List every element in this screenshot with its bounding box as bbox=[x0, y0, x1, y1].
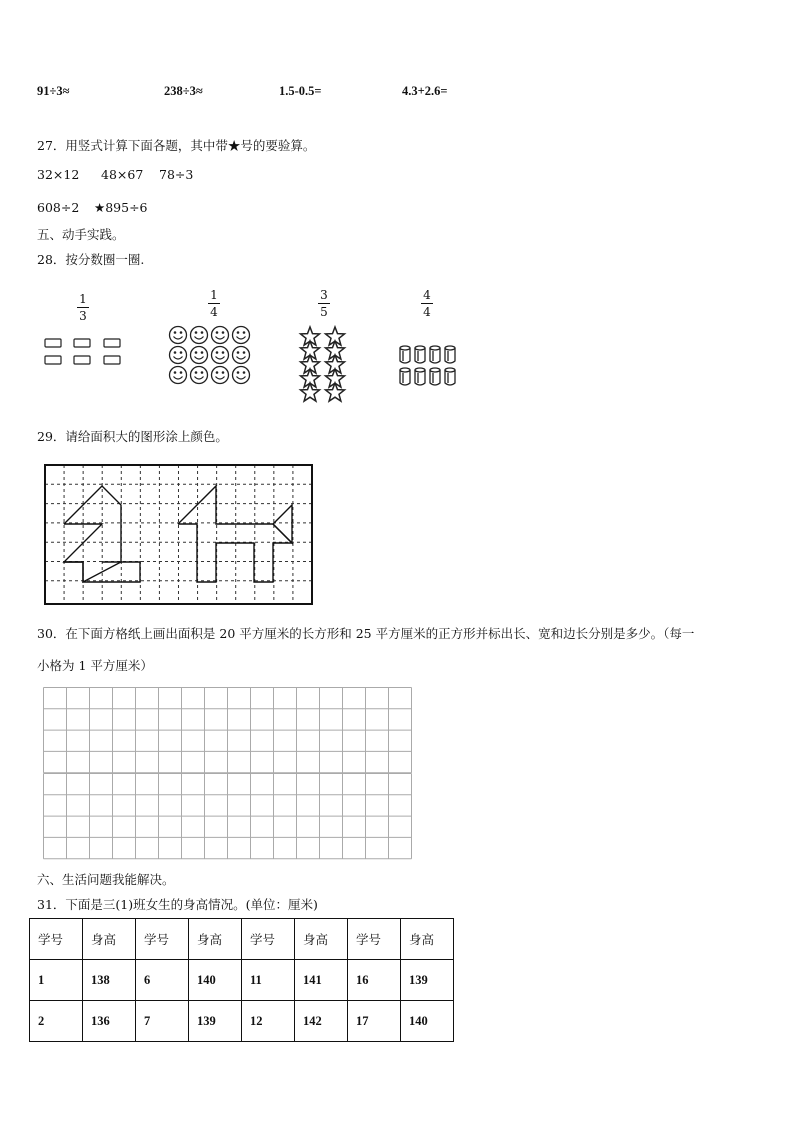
table-cell: 11 bbox=[242, 960, 295, 1001]
cylinder-icon bbox=[415, 346, 425, 363]
smiley-icon bbox=[233, 327, 250, 344]
table-cell: 139 bbox=[189, 1001, 242, 1042]
cylinder-icon bbox=[415, 368, 425, 385]
smiley-icon bbox=[233, 367, 250, 384]
q29-title: 29．请给面积大的图形涂上颜色。 bbox=[37, 429, 228, 444]
smiley-icon bbox=[212, 347, 229, 364]
smiley-icon bbox=[191, 347, 208, 364]
rectangle-icon bbox=[104, 356, 120, 364]
rectangle-icon bbox=[74, 356, 90, 364]
star-icon bbox=[326, 383, 345, 401]
fraction-1-3: 1 3 bbox=[73, 292, 93, 323]
table-cell: 138 bbox=[83, 960, 136, 1001]
table-cell: 141 bbox=[295, 960, 348, 1001]
header-cell: 学号 bbox=[348, 919, 401, 960]
table-row bbox=[30, 960, 454, 1001]
cylinder-icon bbox=[445, 346, 455, 363]
fraction-3-5: 3 5 bbox=[314, 288, 334, 319]
q27-expr-2: 48×67 bbox=[101, 167, 144, 182]
q27-expr-4: 608÷2 bbox=[37, 200, 80, 215]
header-cell: 学号 bbox=[30, 919, 83, 960]
smiley-icon bbox=[170, 327, 187, 344]
header-cell: 身高 bbox=[401, 919, 454, 960]
estimate-4: 4.3+2.6= bbox=[402, 84, 448, 98]
q27-title: 27．用竖式计算下面各题，其中带★号的要验算。 bbox=[37, 138, 316, 153]
rectangle-icon bbox=[45, 339, 61, 347]
header-cell: 身高 bbox=[189, 919, 242, 960]
table-cell: 6 bbox=[136, 960, 189, 1001]
q31-title: 31．下面是三(1)班女生的身高情况。(单位：厘米) bbox=[37, 897, 318, 912]
table-cell: 7 bbox=[136, 1001, 189, 1042]
q27-expr-1: 32×12 bbox=[37, 167, 80, 182]
table-cell: 16 bbox=[348, 960, 401, 1001]
rectangle-group bbox=[44, 338, 124, 368]
section-6-heading: 六、生活问题我能解决。 bbox=[37, 872, 175, 887]
table-cell: 17 bbox=[348, 1001, 401, 1042]
cylinder-group bbox=[397, 343, 461, 391]
star-group bbox=[297, 327, 351, 402]
smiley-icon bbox=[212, 327, 229, 344]
cylinder-icon bbox=[445, 368, 455, 385]
table-cell: 12 bbox=[242, 1001, 295, 1042]
smiley-icon bbox=[170, 367, 187, 384]
estimate-3: 1.5-0.5= bbox=[279, 84, 322, 98]
q27-expr-3: 78÷3 bbox=[159, 167, 194, 182]
q30-title-line-2: 小格为 1 平方厘米） bbox=[37, 658, 153, 673]
estimate-2: 238÷3≈ bbox=[164, 84, 203, 98]
fraction-4-4: 4 4 bbox=[417, 288, 437, 319]
smiley-icon bbox=[233, 347, 250, 364]
table-cell: 136 bbox=[83, 1001, 136, 1042]
smiley-icon bbox=[212, 367, 229, 384]
table-cell: 140 bbox=[189, 960, 242, 1001]
header-cell: 学号 bbox=[242, 919, 295, 960]
smiley-group bbox=[168, 326, 254, 386]
q30-square-grid bbox=[43, 687, 413, 858]
rectangle-icon bbox=[104, 339, 120, 347]
right-shape-outline bbox=[178, 486, 292, 543]
cylinder-icon bbox=[400, 346, 410, 363]
table-row bbox=[30, 1001, 454, 1042]
star-icon bbox=[301, 383, 320, 401]
grid-block-top bbox=[44, 688, 412, 773]
table-cell: 2 bbox=[30, 1001, 83, 1042]
cylinder-icon bbox=[400, 368, 410, 385]
section-5-heading: 五、动手实践。 bbox=[37, 227, 125, 242]
table-cell: 1 bbox=[30, 960, 83, 1001]
fraction-1-4: 1 4 bbox=[204, 288, 224, 319]
q27-expr-5: ★895÷6 bbox=[94, 200, 148, 215]
smiley-icon bbox=[170, 347, 187, 364]
table-cell: 142 bbox=[295, 1001, 348, 1042]
table-header-row bbox=[30, 919, 454, 960]
rectangle-icon bbox=[74, 339, 90, 347]
header-cell: 身高 bbox=[83, 919, 136, 960]
estimate-1: 91÷3≈ bbox=[37, 84, 70, 98]
q28-title: 28．按分数圈一圈. bbox=[37, 252, 145, 267]
header-cell: 学号 bbox=[136, 919, 189, 960]
rectangle-icon bbox=[45, 356, 61, 364]
header-cell: 身高 bbox=[295, 919, 348, 960]
smiley-icon bbox=[191, 327, 208, 344]
q29-grid-figures bbox=[44, 464, 313, 605]
cylinder-icon bbox=[430, 346, 440, 363]
height-table bbox=[29, 918, 454, 1042]
cylinder-icon bbox=[430, 368, 440, 385]
grid-block-bottom bbox=[44, 774, 412, 859]
table-cell: 140 bbox=[401, 1001, 454, 1042]
smiley-icon bbox=[191, 367, 208, 384]
left-shape-outline bbox=[64, 486, 121, 582]
q30-title-line-1: 30．在下面方格纸上画出面积是 20 平方厘米的长方形和 25 平方厘米的正方形并标出长、宽和边长分别是多少。（每一 bbox=[37, 626, 695, 641]
table-cell: 139 bbox=[401, 960, 454, 1001]
